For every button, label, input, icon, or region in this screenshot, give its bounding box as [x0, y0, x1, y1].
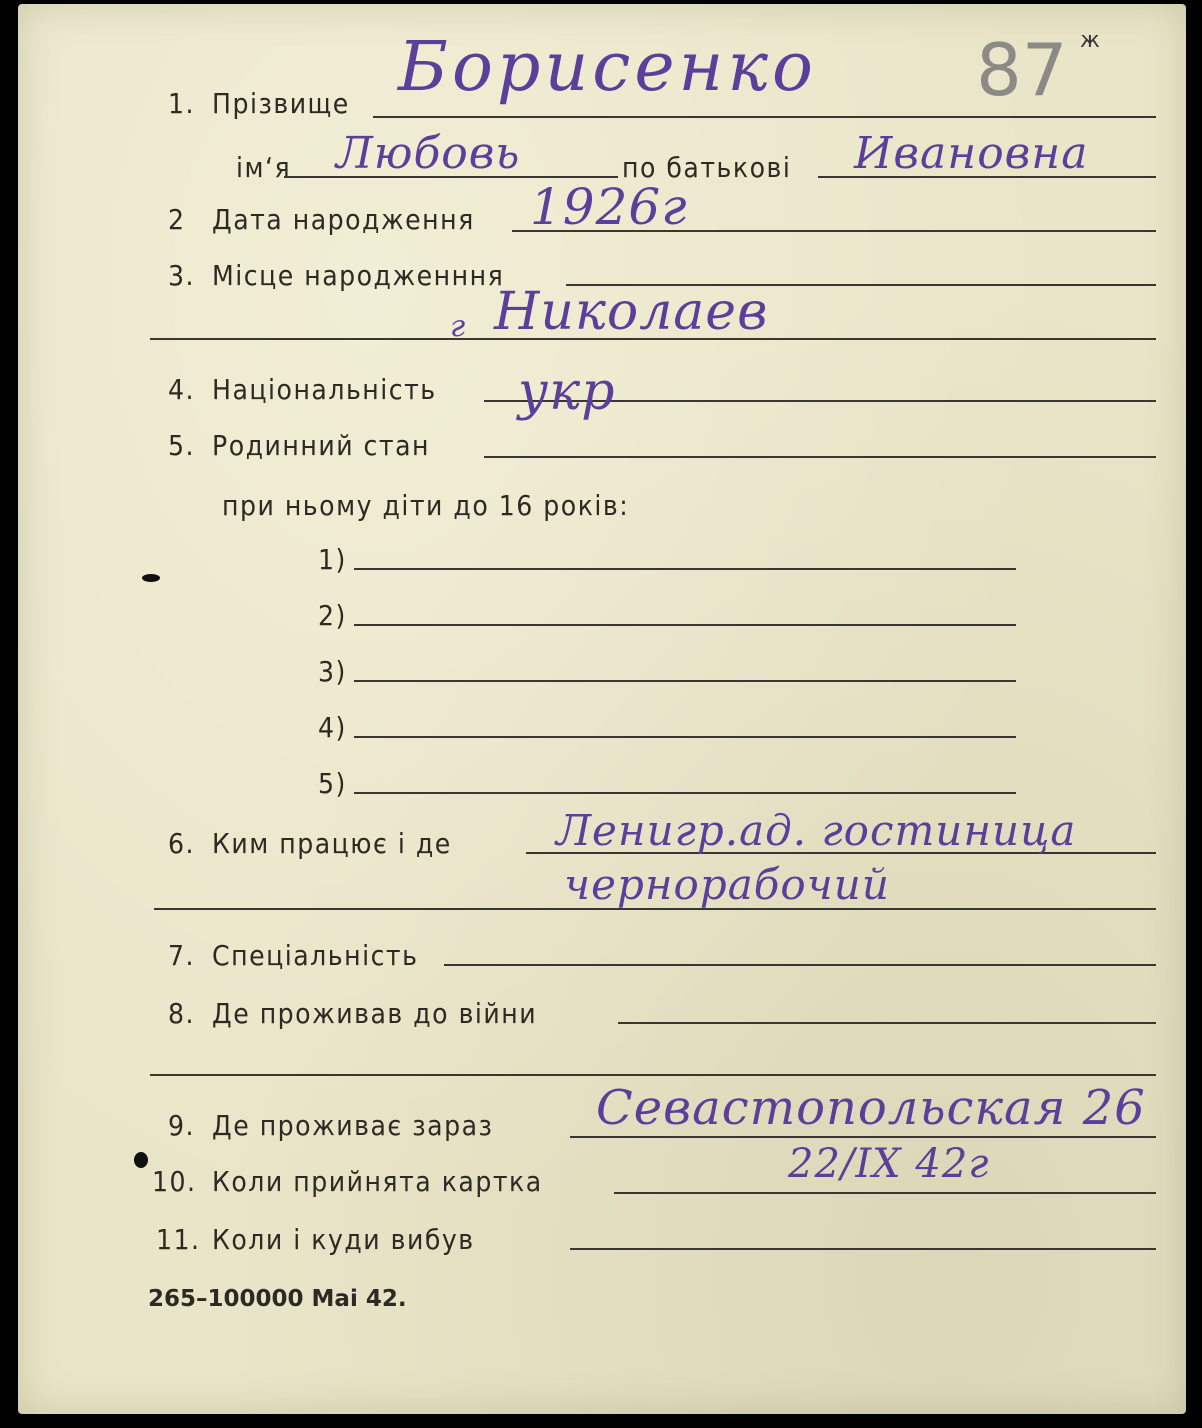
child-4-line [354, 736, 1016, 738]
punch-mark-lower [134, 1152, 148, 1168]
first-name-handwritten: Любовь [336, 128, 521, 179]
field-9-number: 9. [168, 1109, 196, 1142]
field-2-number: 2 [168, 203, 186, 236]
prewar-residence-line-1 [618, 1022, 1156, 1024]
field-8-number: 8. [168, 997, 196, 1030]
pencil-number: 87 [976, 28, 1068, 112]
child-1-number: 1) [318, 543, 347, 576]
field-3-number: 3. [168, 259, 196, 292]
patronymic-label: по батькові [622, 151, 792, 184]
first-name-label: ім‘я [236, 151, 292, 184]
surname-handwritten: Борисенко [398, 28, 817, 107]
birth-place-prefix: г [450, 309, 467, 344]
field-6-label: Ким працює і де [212, 827, 452, 860]
field-1-label: Прізвище [212, 87, 350, 120]
birth-place-handwritten: Николаев [494, 282, 769, 342]
work-handwritten-line-1: Ленигр.ад. гостиница [556, 806, 1077, 855]
child-3-number: 3) [318, 655, 347, 688]
punch-mark-upper [142, 574, 160, 582]
marital-status-line [484, 456, 1156, 458]
field-4-number: 4. [168, 373, 196, 406]
field-11-label: Коли і куди вибув [212, 1223, 475, 1256]
registration-card [18, 4, 1186, 1414]
field-10-label: Коли прийнята картка [212, 1165, 543, 1198]
child-5-number: 5) [318, 767, 347, 800]
field-10-number: 10. [152, 1165, 197, 1198]
children-label: при ньому діти до 16 років: [222, 489, 630, 522]
field-11-number: 11. [156, 1223, 201, 1256]
child-2-line [354, 624, 1016, 626]
field-5-label: Родинний стан [212, 429, 430, 462]
child-5-line [354, 792, 1016, 794]
field-7-number: 7. [168, 939, 196, 972]
field-6-number: 6. [168, 827, 196, 860]
card-date-handwritten: 22/IX 42г [788, 1141, 990, 1187]
field-8-label: Де проживав до війни [212, 997, 538, 1030]
child-1-line [354, 568, 1016, 570]
card-date-line [614, 1192, 1156, 1194]
child-3-line [354, 680, 1016, 682]
specialty-line [444, 964, 1156, 966]
field-1-number: 1. [168, 87, 196, 120]
field-2-label: Дата народження [212, 203, 475, 236]
child-2-number: 2) [318, 599, 347, 632]
pencil-suffix: ж [1080, 28, 1100, 53]
nationality-handwritten: укр [518, 362, 616, 422]
current-residence-handwritten: Севастопольская 26 [596, 1080, 1146, 1136]
field-7-label: Спеціальність [212, 939, 419, 972]
birth-date-handwritten: 1926г [530, 178, 688, 236]
field-9-label: Де проживає зараз [212, 1109, 494, 1142]
child-4-number: 4) [318, 711, 347, 744]
patronymic-handwritten: Ивановна [854, 128, 1089, 179]
departure-line [570, 1248, 1156, 1250]
field-3-label: Місце народженння [212, 259, 505, 292]
current-residence-line [570, 1136, 1156, 1138]
work-handwritten-line-2: чернорабочий [564, 860, 890, 909]
field-4-label: Національність [212, 373, 437, 406]
surname-line [373, 116, 1156, 118]
prewar-residence-line-2 [150, 1074, 1156, 1076]
print-code: 265–100000 Mai 42. [148, 1286, 407, 1312]
field-5-number: 5. [168, 429, 196, 462]
